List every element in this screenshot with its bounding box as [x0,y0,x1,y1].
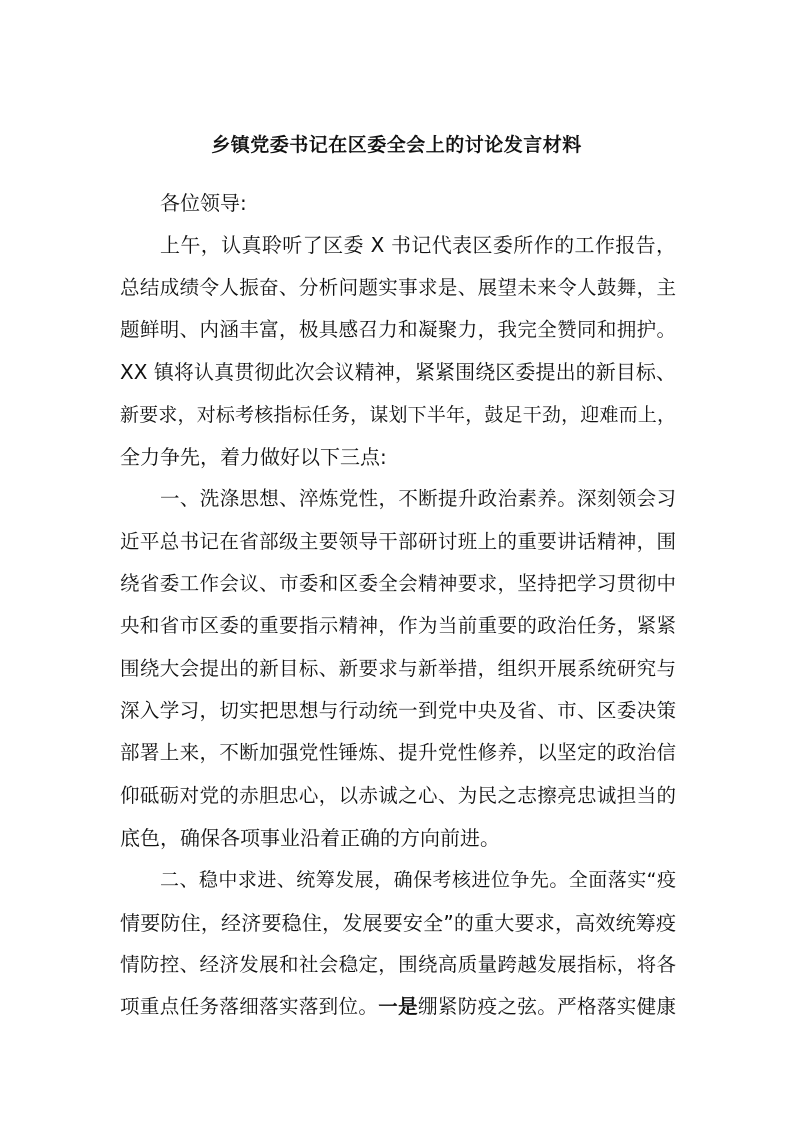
bold-text-run: 一是 [378,995,419,1018]
paragraph-line: 部署上来，不断加强党性锤炼、提升党性修养，以坚定的政治信 [120,741,676,764]
paragraph-line: XX 镇将认真贯彻此次会议精神，紧紧围绕区委提出的新目标、 [120,360,676,384]
text-run: 项重点任务落细落实落到位。 [120,995,379,1018]
paragraph-line: 情防控、经济发展和社会稳定，围绕高质量跨越发展指标，将各 [120,953,676,976]
paragraph-line: 上午，认真聆听了区委 X 书记代表区委所作的工作报告， [160,233,676,257]
paragraph-line: 仰砥砺对党的赤胆忠心，以赤诚之心、为民之志擦亮忠诚担当的 [120,784,676,807]
paragraph-line: 央和省市区委的重要指示精神，作为当前重要的政治任务，紧紧 [120,614,676,637]
paragraph-line: 深入学习，切实把思想与行动统一到党中央及省、市、区委决策 [120,699,676,722]
paragraph-line: 情要防住，经济要稳住，发展要安全”的重大要求，高效统筹疫 [120,911,676,935]
text-run: 绷紧防疫之弦。严格落实健康 [418,995,676,1018]
paragraph-line-mixed [120,992,676,1022]
paragraph-line: 新要求，对标考核指标任务，谋划下半年，鼓足干劲，迎难而上， [120,404,676,426]
paragraph-line: 近平总书记在省部级主要领导干部研讨班上的重要讲话精神，围 [120,530,676,553]
paragraph-line: 底色，确保各项事业沿着正确的方向前进。 [120,826,500,850]
paragraph-line: 全力争先，着力做好以下三点: [120,445,387,469]
document-title: 乡镇党委书记在区委全会上的讨论发言材料 [211,134,582,156]
paragraph-line: 题鲜明、内涵丰富，极具感召力和凝聚力，我完全赞同和拥护。 [120,318,676,341]
paragraph-line: 围绕大会提出的新目标、新要求与新举措，组织开展系统研究与 [120,657,676,680]
paragraph-line: 总结成绩令人振奋、分析问题实事求是、展望未来令人鼓舞，主 [120,276,676,299]
paragraph-line: 一、洗涤思想、淬炼党性，不断提升政治素养。深刻领会习 [160,487,676,510]
salutation: 各位领导: [160,191,247,215]
paragraph-line: 绕省委工作会议、市委和区委全会精神要求，坚持把学习贯彻中 [120,572,676,595]
paragraph-line: 二、稳中求进、统筹发展，确保考核进位争先。全面落实“疫 [160,869,676,891]
